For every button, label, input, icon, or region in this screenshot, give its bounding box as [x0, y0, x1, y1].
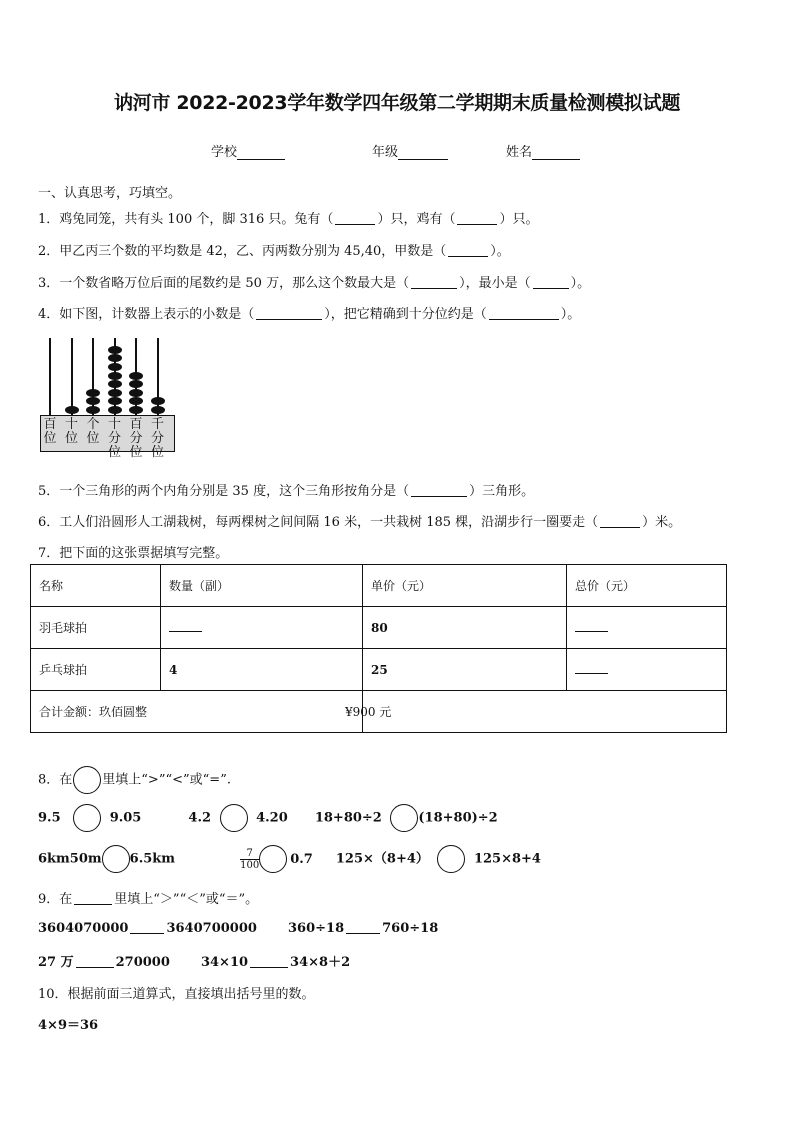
page-title: 讷河市 2022-2023学年数学四年级第二学期期末质量检测模拟试题 [113, 92, 681, 114]
q8-row-2: 6km50m 6.5km $\frac{7}{100} 0.7$ 125×（8+4） 125×8+4 [38, 845, 541, 873]
question-5: 5．一个三角形的两个内角分别是 35 度，这个三角形按角分是（ ）三角形。 [38, 484, 535, 499]
fraction: $\frac{7}{100}$ [240, 847, 260, 871]
q9-row-1: 3604070000 3640700000 360÷18 760÷18 [38, 921, 439, 936]
question-1: 1．鸡兔同笼，共有头 100 个，脚 316 只。兔有（ ）只，鸡有（ ）只。 [38, 212, 539, 227]
abacus-label: 百位 [43, 417, 57, 446]
school-field[interactable] [211, 141, 285, 160]
table-row [31, 649, 727, 691]
answer-blank[interactable] [411, 483, 467, 497]
section-heading: 一、认真思考，巧填空。 [38, 186, 182, 201]
abacus-bead [86, 397, 100, 405]
table-header: 总价（元） [567, 565, 727, 607]
table-cell: 25 [363, 649, 567, 691]
abacus-label: 千分位 [150, 417, 164, 460]
abacus-bead [129, 372, 143, 380]
answer-blank[interactable] [335, 211, 375, 225]
q10-equation: 4×9＝36 [38, 1018, 99, 1033]
answer-blank[interactable] [256, 306, 322, 320]
answer-blank[interactable] [76, 954, 114, 968]
compare-circle[interactable] [259, 845, 287, 873]
question-7: 7．把下面的这张票据填写完整。 [38, 546, 229, 561]
abacus-bead [65, 406, 79, 414]
q8-row-1: 9.5 9.05 4.2 4.20 18+80÷2 (18+80)÷2 [38, 804, 498, 832]
table-cell: 羽毛球拍 [31, 607, 161, 649]
abacus-bead [151, 406, 165, 414]
total-blank-cell[interactable] [567, 649, 727, 691]
compare-circle[interactable] [73, 804, 101, 832]
table-header: 单价（元） [363, 565, 567, 607]
table-row [31, 607, 727, 649]
abacus-bead [108, 389, 122, 397]
question-4: 4．如下图，计数器上表示的小数是（ ），把它精确到十分位约是（ ）。 [38, 307, 581, 322]
grade-field[interactable] [372, 141, 448, 160]
abacus-label: 十分位 [107, 417, 121, 460]
table-cell: 乒乓球拍 [31, 649, 161, 691]
answer-blank[interactable] [457, 211, 497, 225]
name-field[interactable] [506, 141, 580, 160]
table-cell: 80 [363, 607, 567, 649]
abacus-bead [151, 397, 165, 405]
total-blank-cell[interactable] [567, 607, 727, 649]
abacus-bead [108, 406, 122, 414]
compare-circle[interactable] [73, 766, 101, 794]
question-8: 8．在 里填上“>”“<”或“=”. [38, 766, 231, 794]
abacus-bead [86, 406, 100, 414]
table-header-row [31, 565, 727, 607]
compare-circle[interactable] [437, 845, 465, 873]
abacus-bead [129, 397, 143, 405]
abacus-bead [108, 397, 122, 405]
abacus-bead [108, 354, 122, 362]
abacus-bead [108, 363, 122, 371]
abacus-label: 个位 [86, 417, 100, 446]
abacus-bead [108, 380, 122, 388]
abacus-rod [71, 338, 73, 416]
question-3: 3．一个数省略万位后面的尾数约是 50 万，那么这个数最大是（ ），最小是（ ）。 [38, 276, 591, 291]
abacus-bead [108, 346, 122, 354]
abacus-label: 十位 [64, 417, 78, 446]
question-9: 9．在 里填上“＞”“＜”或“＝”。 [38, 892, 259, 907]
total-label: 合计金额：玖佰圆整 [31, 691, 363, 733]
compare-circle[interactable] [220, 804, 248, 832]
compare-circle[interactable] [390, 804, 418, 832]
abacus-bead [129, 389, 143, 397]
table-total-row [31, 691, 727, 733]
answer-blank[interactable] [130, 920, 164, 934]
table-header: 名称 [31, 565, 161, 607]
total-value: ¥900 元 [363, 691, 727, 733]
abacus-bead [108, 372, 122, 380]
school-label: 学校 [211, 145, 238, 160]
abacus-bead [129, 380, 143, 388]
abacus-bead [129, 406, 143, 414]
question-10: 10．根据前面三道算式，直接填出括号里的数。 [38, 987, 315, 1002]
compare-circle[interactable] [102, 845, 130, 873]
abacus-figure [40, 338, 175, 468]
answer-blank[interactable] [250, 954, 288, 968]
name-label: 姓名 [506, 145, 533, 160]
q9-row-2: 27 万 270000 34×10 34×8＋2 [38, 955, 351, 970]
abacus-bead [86, 389, 100, 397]
abacus-rod [49, 338, 51, 416]
answer-blank[interactable] [411, 275, 457, 289]
quantity-blank-cell[interactable] [161, 607, 363, 649]
table-cell: 4 [161, 649, 363, 691]
answer-blank[interactable] [448, 243, 488, 257]
answer-blank[interactable] [489, 306, 559, 320]
answer-blank[interactable] [600, 514, 640, 528]
receipt-table [30, 564, 727, 733]
abacus-label: 百分位 [129, 417, 143, 460]
answer-blank[interactable] [533, 275, 569, 289]
grade-label: 年级 [372, 145, 399, 160]
table-header: 数量（副） [161, 565, 363, 607]
answer-blank[interactable] [74, 891, 112, 905]
question-6: 6．工人们沿圆形人工湖栽树，每两棵树之间间隔 16 米，一共栽树 185 棵，沿湖步行一圈要走（ ）米。 [38, 515, 682, 530]
answer-blank[interactable] [346, 920, 380, 934]
question-2: 2．甲乙丙三个数的平均数是 42，乙、丙两数分别为 45,40，甲数是（ ）。 [38, 244, 510, 259]
